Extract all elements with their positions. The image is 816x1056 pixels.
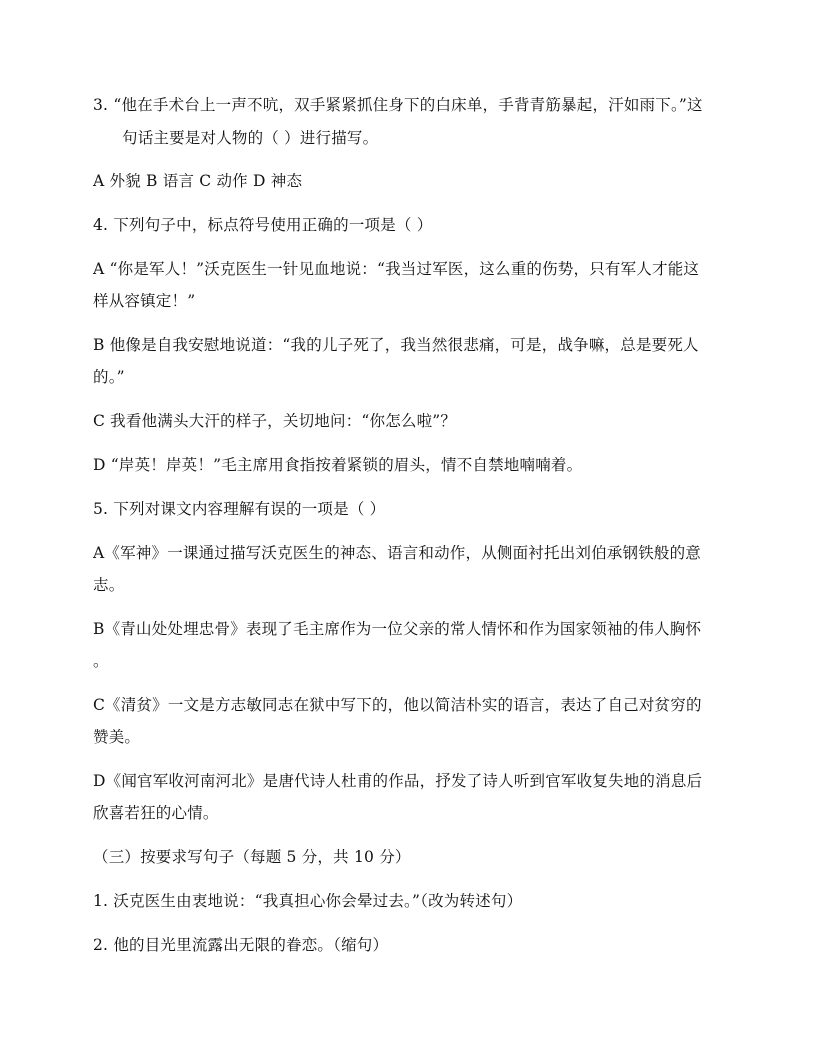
question-4-option-a-line-1: A “你是军人！”沃克医生一针见血地说：“我当过军医，这么重的伤势，只有军人才能这 (93, 260, 700, 278)
rewrite-question-1: 1. 沃克医生由衷地说：“我真担心你会晕过去。”（改为转述句） (93, 892, 523, 910)
question-5-option-d-line-2: 欣喜若狂的心情。 (93, 804, 219, 822)
section-3-heading: （三）按要求写句子（每题 5 分，共 10 分） (93, 848, 411, 866)
question-4-stem: 4. 下列句子中，标点符号使用正确的一项是（ ） (93, 216, 433, 234)
question-5-option-c-line-2: 赞美。 (93, 728, 141, 746)
question-4-option-b-line-1: B 他像是自我安慰地说道：“我的儿子死了，我当然很悲痛，可是，战争嘛，总是要死人 (93, 336, 699, 354)
question-4-option-b-line-2: 的。” (93, 368, 125, 386)
question-3-options: A 外貌 B 语言 C 动作 D 神态 (93, 172, 303, 190)
question-5-option-a-line-1: A《军神》一课通过描写沃克医生的神态、语言和动作，从侧面衬托出刘伯承钢铁般的意 (93, 544, 701, 562)
question-4-option-d: D “岸英！岸英！”毛主席用食指按着紧锁的眉头，情不自禁地喃喃着。 (93, 456, 583, 474)
rewrite-question-2: 2. 他的目光里流露出无限的眷恋。（缩句） (93, 936, 389, 954)
question-5-option-c-line-1: C《清贫》一文是方志敏同志在狱中写下的，他以简洁朴实的语言，表达了自己对贫穷的 (93, 696, 702, 714)
question-5-option-d-line-1: D《闻官军收河南河北》是唐代诗人杜甫的作品，抒发了诗人听到官军收复失地的消息后 (93, 772, 703, 790)
question-5-option-a-line-2: 志。 (93, 576, 125, 594)
question-3-line-2: 句话主要是对人物的（ ）进行描写。 (122, 129, 379, 147)
question-5-stem: 5. 下列对课文内容理解有误的一项是（ ） (93, 500, 386, 518)
question-4-option-a-line-2: 样从容镇定！” (93, 292, 196, 310)
question-5-option-b-line-2: 。 (93, 652, 109, 670)
question-4-option-c: C 我看他满头大汗的样子，关切地问：“你怎么啦”？ (93, 412, 457, 430)
question-5-option-b-line-1: B《青山处处埋忠骨》表现了毛主席作为一位父亲的常人情怀和作为国家领袖的伟人胸怀 (93, 620, 702, 638)
question-3-line-1: 3. “他在手术台上一声不吭，双手紧紧抓住身下的白床单，手背青筋暴起，汗如雨下。”这 (93, 96, 703, 114)
